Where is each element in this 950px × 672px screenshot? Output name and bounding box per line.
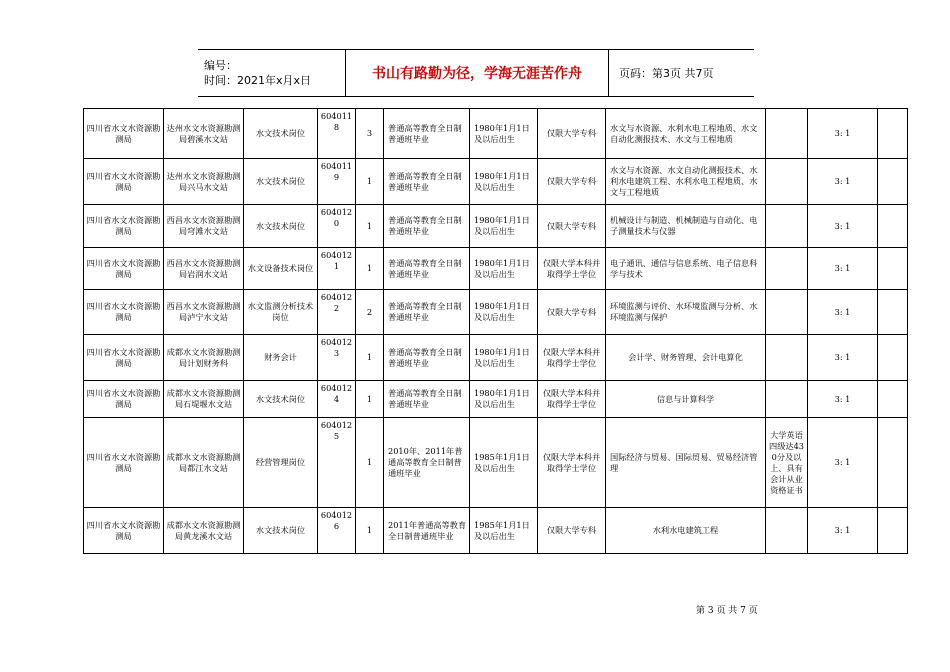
- other-requirement-cell: [766, 159, 808, 205]
- position-cell: 经营管理岗位: [244, 418, 318, 508]
- ratio-cell: 3: 1: [808, 159, 878, 205]
- other-requirement-cell: [766, 290, 808, 335]
- major-cell: 国际经济与贸易、国际贸易、贸易经济管理: [606, 418, 766, 508]
- position-code-cell: 6040120: [318, 205, 356, 248]
- degree-cell: 仅限大学专科: [538, 109, 606, 159]
- degree-cell: 仅限大学本科并取得学士学位: [538, 381, 606, 418]
- remark-cell: [878, 109, 908, 159]
- department-cell: 四川省水文水资源勘测局: [84, 335, 164, 381]
- department-cell: 四川省水文水资源勘测局: [84, 109, 164, 159]
- unit-cell: 成都水文水资源勘测局都江水文站: [164, 418, 244, 508]
- position-code-cell: 6040121: [318, 248, 356, 290]
- unit-cell: 西昌水文水资源勘测局穹滩水文站: [164, 205, 244, 248]
- remark-cell: [878, 205, 908, 248]
- birth-requirement-cell: 1980年1月1日及以后出生: [470, 109, 538, 159]
- hiring-count-cell: 3: [356, 109, 384, 159]
- education-cell: 2010年、2011年普通高等教育全日制普通班毕业: [384, 418, 470, 508]
- other-requirement-cell: [766, 508, 808, 554]
- degree-cell: 仅限大学本科并取得学士学位: [538, 335, 606, 381]
- position-code-cell: 6040125: [318, 418, 356, 508]
- position-cell: 水文技术岗位: [244, 508, 318, 554]
- remark-cell: [878, 508, 908, 554]
- ratio-cell: 3: 1: [808, 381, 878, 418]
- major-cell: 电子通讯、通信与信息系统、电子信息科学与技术: [606, 248, 766, 290]
- unit-cell: 成都水文水资源勘测局石堤堰水文站: [164, 381, 244, 418]
- birth-requirement-cell: 1980年1月1日及以后出生: [470, 290, 538, 335]
- table-row: [84, 381, 908, 418]
- department-cell: 四川省水文水资源勘测局: [84, 290, 164, 335]
- hiring-count-cell: 1: [356, 248, 384, 290]
- header-info: [198, 50, 346, 96]
- education-cell: 普通高等教育全日制普通班毕业: [384, 381, 470, 418]
- birth-requirement-cell: 1980年1月1日及以后出生: [470, 205, 538, 248]
- other-requirement-cell: 大学英语四级达430分及以上、具有会计从业资格证书: [766, 418, 808, 508]
- major-cell: 机械设计与制造、机械制造与自动化、电子测量技术与仪器: [606, 205, 766, 248]
- page-header: [198, 49, 754, 97]
- birth-requirement-cell: 1980年1月1日及以后出生: [470, 248, 538, 290]
- position-cell: 水文设备技术岗位: [244, 248, 318, 290]
- unit-cell: 成都水文水资源勘测局计划财务科: [164, 335, 244, 381]
- position-cell: 水文监测分析技术岗位: [244, 290, 318, 335]
- table-row: [84, 508, 908, 554]
- department-cell: 四川省水文水资源勘测局: [84, 205, 164, 248]
- position-code-cell: 6040119: [318, 159, 356, 205]
- education-cell: 普通高等教育全日制普通班毕业: [384, 335, 470, 381]
- ratio-cell: 3: 1: [808, 205, 878, 248]
- table-row: [84, 248, 908, 290]
- degree-cell: 仅限大学专科: [538, 159, 606, 205]
- other-requirement-cell: [766, 381, 808, 418]
- education-cell: 普通高等教育全日制普通班毕业: [384, 159, 470, 205]
- degree-cell: 仅限大学专科: [538, 290, 606, 335]
- hiring-count-cell: 1: [356, 335, 384, 381]
- other-requirement-cell: [766, 248, 808, 290]
- education-cell: 2011年普通高等教育全日制普通班毕业: [384, 508, 470, 554]
- unit-cell: 达州水文水资源勘测局碧溪水文站: [164, 109, 244, 159]
- hiring-count-cell: 1: [356, 205, 384, 248]
- birth-requirement-cell: 1985年1月1日及以后出生: [470, 508, 538, 554]
- ratio-cell: 3: 1: [808, 290, 878, 335]
- table-row: [84, 159, 908, 205]
- page-footer: 第 3 页 共 7 页: [696, 606, 758, 616]
- degree-cell: 仅限大学专科: [538, 508, 606, 554]
- unit-cell: 西昌水文水资源勘测局岩润水文站: [164, 248, 244, 290]
- education-cell: 普通高等教育全日制普通班毕业: [384, 109, 470, 159]
- birth-requirement-cell: 1980年1月1日及以后出生: [470, 159, 538, 205]
- other-requirement-cell: [766, 205, 808, 248]
- major-cell: 信息与计算科学: [606, 381, 766, 418]
- department-cell: 四川省水文水资源勘测局: [84, 381, 164, 418]
- birth-requirement-cell: 1980年1月1日及以后出生: [470, 335, 538, 381]
- major-cell: 水利水电建筑工程: [606, 508, 766, 554]
- degree-cell: 仅限大学本科并取得学士学位: [538, 248, 606, 290]
- page-label: 页码：第3页 共7页: [619, 67, 714, 80]
- hiring-count-cell: 1: [356, 159, 384, 205]
- department-cell: 四川省水文水资源勘测局: [84, 248, 164, 290]
- position-code-cell: 6040122: [318, 290, 356, 335]
- unit-cell: 成都水文水资源勘测局黄龙溪水文站: [164, 508, 244, 554]
- major-cell: 水文与水资源、水文自动化测报技术、水利水电建筑工程、水利水电工程地质、水文与工程地质: [606, 159, 766, 205]
- education-cell: 普通高等教育全日制普通班毕业: [384, 205, 470, 248]
- remark-cell: [878, 335, 908, 381]
- education-cell: 普通高等教育全日制普通班毕业: [384, 248, 470, 290]
- ratio-cell: 3: 1: [808, 335, 878, 381]
- unit-cell: 达州水文水资源勘测局兴马水文站: [164, 159, 244, 205]
- position-code-cell: 6040118: [318, 109, 356, 159]
- hiring-count-cell: 1: [356, 381, 384, 418]
- remark-cell: [878, 290, 908, 335]
- position-code-cell: 6040123: [318, 335, 356, 381]
- number-label: 编号：: [204, 59, 237, 72]
- hiring-count-cell: 2: [356, 290, 384, 335]
- table-row: [84, 418, 908, 508]
- major-cell: 水文与水资源、水利水电工程地质、水文自动化测报技术、水文与工程地质: [606, 109, 766, 159]
- ratio-cell: 3: 1: [808, 508, 878, 554]
- ratio-cell: 3: 1: [808, 418, 878, 508]
- ratio-cell: 3: 1: [808, 248, 878, 290]
- position-cell: 财务会计: [244, 335, 318, 381]
- position-code-cell: 6040126: [318, 508, 356, 554]
- recruitment-table: [83, 108, 908, 554]
- major-cell: 环境监测与评价、水环境监测与分析、水环境监测与保护: [606, 290, 766, 335]
- major-cell: 会计学、财务管理、会计电算化: [606, 335, 766, 381]
- remark-cell: [878, 418, 908, 508]
- table-row: [84, 109, 908, 159]
- hiring-count-cell: 1: [356, 508, 384, 554]
- table-row: [84, 205, 908, 248]
- remark-cell: [878, 159, 908, 205]
- department-cell: 四川省水文水资源勘测局: [84, 508, 164, 554]
- hiring-count-cell: 1: [356, 418, 384, 508]
- table-row: [84, 335, 908, 381]
- department-cell: 四川省水文水资源勘测局: [84, 418, 164, 508]
- motto: 书山有路勤为径，学海无涯苦作舟: [346, 50, 609, 96]
- time-label: 时间：2021年x月x日: [204, 74, 312, 87]
- remark-cell: [878, 381, 908, 418]
- other-requirement-cell: [766, 109, 808, 159]
- position-cell: 水文技术岗位: [244, 205, 318, 248]
- other-requirement-cell: [766, 335, 808, 381]
- degree-cell: 仅限大学专科: [538, 205, 606, 248]
- birth-requirement-cell: 1980年1月1日及以后出生: [470, 381, 538, 418]
- position-cell: 水文技术岗位: [244, 159, 318, 205]
- position-cell: 水文技术岗位: [244, 109, 318, 159]
- position-cell: 水文技术岗位: [244, 381, 318, 418]
- position-code-cell: 6040124: [318, 381, 356, 418]
- department-cell: 四川省水文水资源勘测局: [84, 159, 164, 205]
- remark-cell: [878, 248, 908, 290]
- table-row: [84, 290, 908, 335]
- education-cell: 普通高等教育全日制普通班毕业: [384, 290, 470, 335]
- degree-cell: 仅限大学本科并取得学士学位: [538, 418, 606, 508]
- unit-cell: 西昌水文水资源勘测局泸宁水文站: [164, 290, 244, 335]
- birth-requirement-cell: 1985年1月1日及以后出生: [470, 418, 538, 508]
- ratio-cell: 3: 1: [808, 109, 878, 159]
